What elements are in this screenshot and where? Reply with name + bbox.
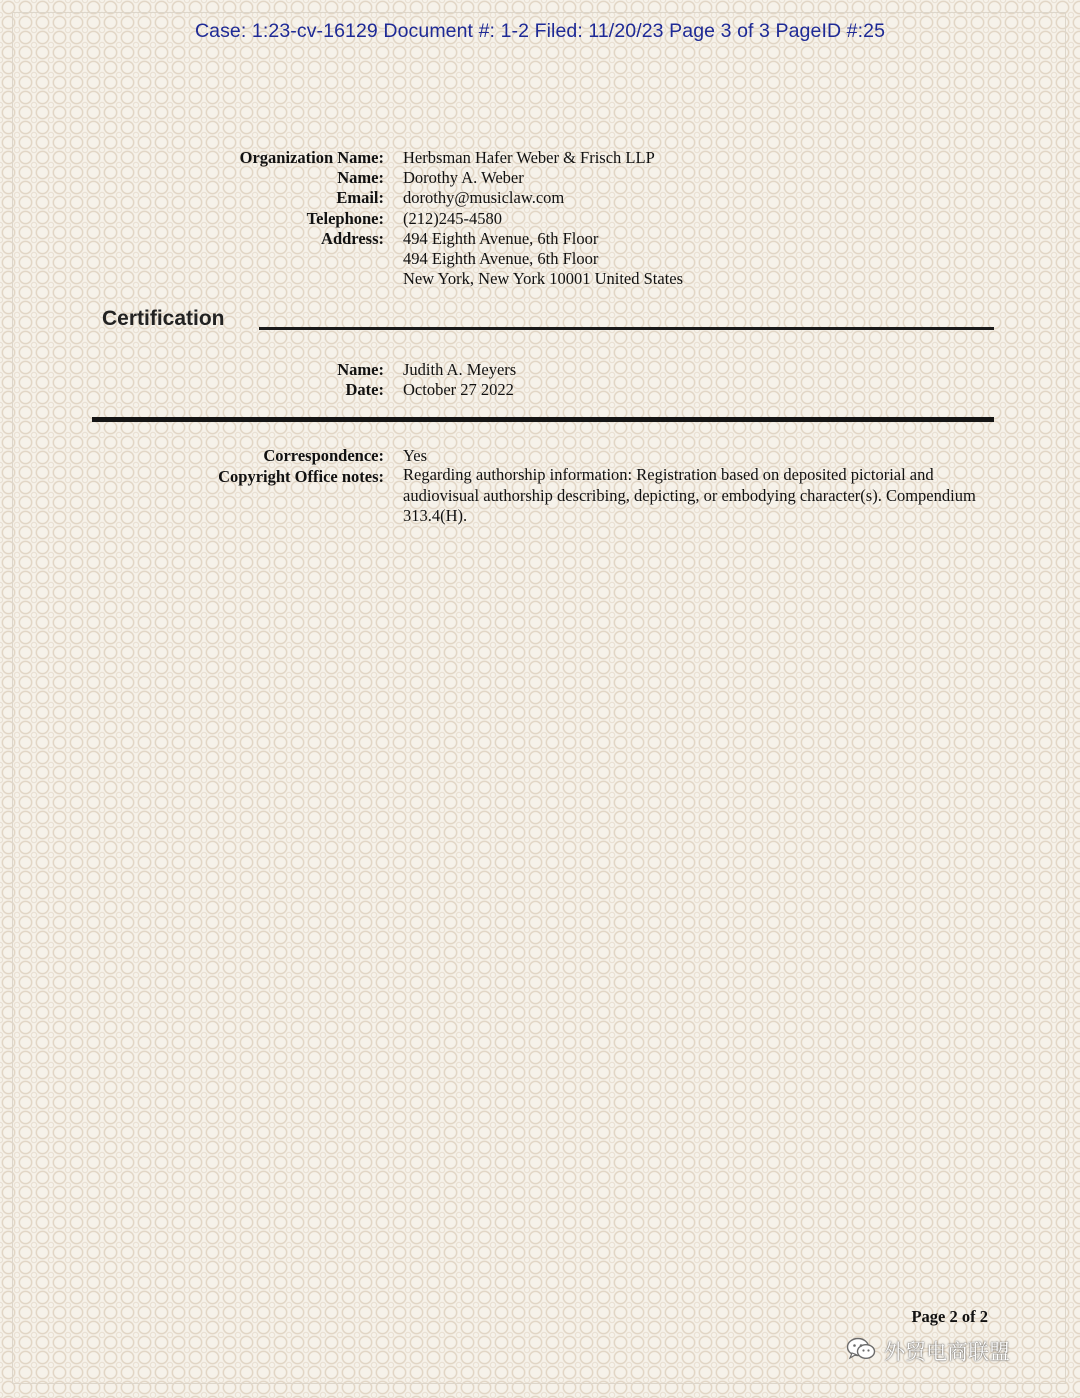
section-divider [259,327,994,330]
address-line-2: 494 Eighth Avenue, 6th Floor [403,249,599,268]
certification-name-label: Name: [337,360,384,379]
organization-value: Herbsman Hafer Weber & Frisch LLP [403,148,655,167]
telephone-value: (212)245-4580 [403,209,502,228]
wechat-icon [846,1336,876,1367]
organization-row [0,148,1080,170]
correspondence-value: Yes [403,446,428,465]
name-value: Dorothy A. Weber [403,168,524,187]
address-line-3: New York, New York 10001 United States [403,269,684,288]
watermark [846,1336,1010,1366]
address-label: Address: [321,229,384,248]
certification-name-row [0,360,1080,382]
correspondence-label: Correspondence: [263,446,384,465]
certification-date-row [0,380,1080,402]
name-label: Name: [337,168,384,187]
case-header: Case: 1:23-cv-16129 Document #: 1-2 Filed: 11/20/23 Page 3 of 3 PageID #:25 [194,20,886,42]
email-label: Email: [336,188,384,207]
email-value: dorothy@musiclaw.com [403,188,565,207]
certification-name-value: Judith A. Meyers [403,360,517,379]
office-notes-label: Copyright Office notes: [218,467,384,486]
certification-title: Certification [102,307,225,330]
address-line-1: 494 Eighth Avenue, 6th Floor [403,229,599,248]
office-notes-value: Regarding authorship information: Registration based on deposited pictorial and audiovisual authorship describing, depicting, or embodying character(s). Compendium 313.4(H). [403,465,976,525]
watermark-text: 外贸电商联盟 [884,1340,1010,1364]
email-row [0,188,1080,210]
telephone-row [0,209,1080,231]
address-row-3 [0,269,1080,291]
organization-label: Organization Name: [239,148,384,167]
address-row [0,229,1080,251]
address-row-2 [0,249,1080,271]
page-number: Page 2 of 2 [911,1307,988,1326]
name-row [0,168,1080,190]
certification-date-value: October 27 2022 [403,380,514,399]
certification-date-label: Date: [345,380,384,399]
telephone-label: Telephone: [306,209,384,228]
full-width-divider [92,417,994,422]
